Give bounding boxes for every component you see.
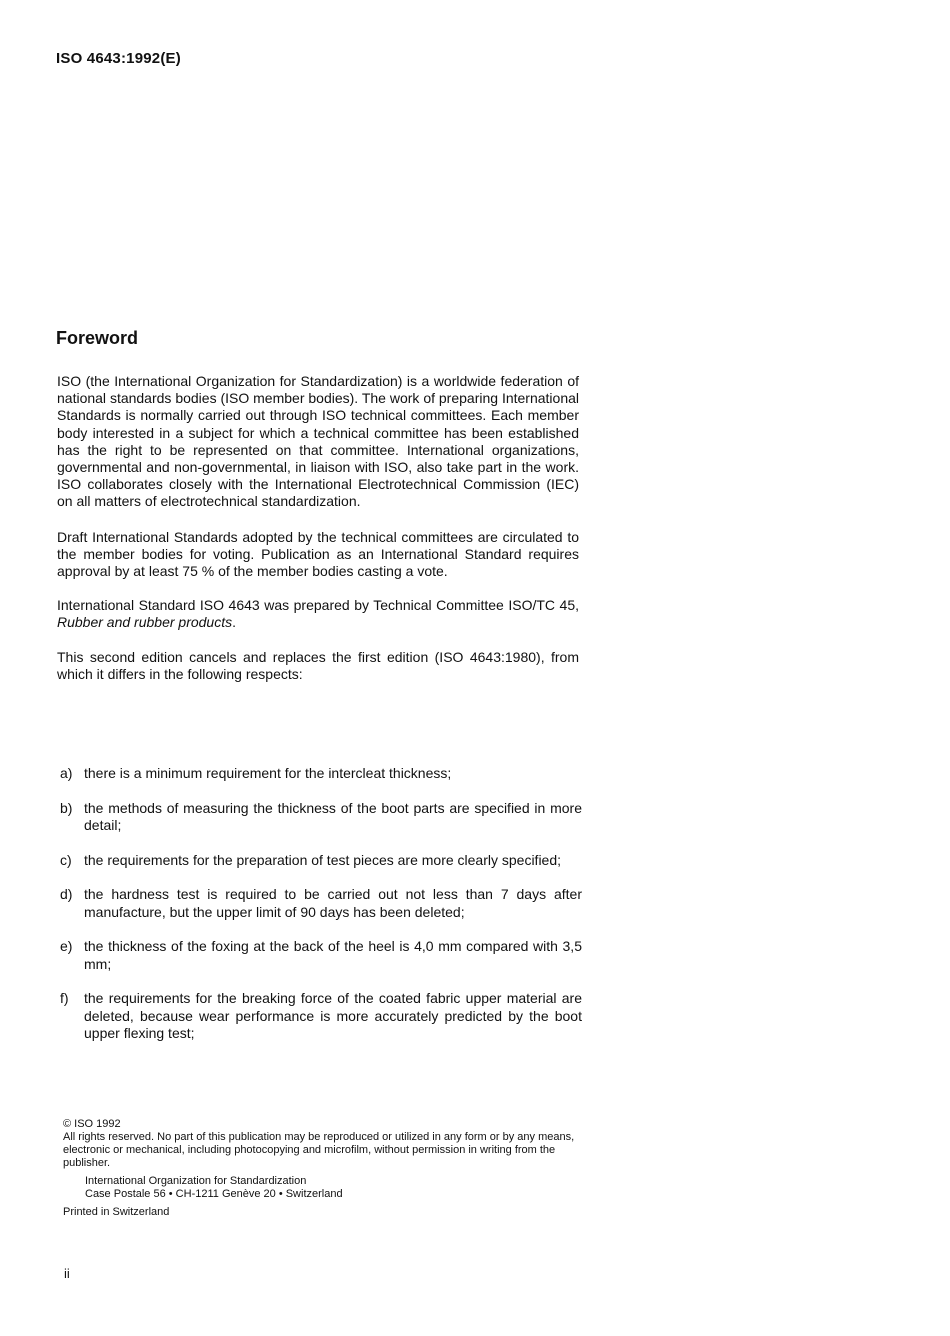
list-item-text: the hardness test is required to be carried out not less than 7 days after manufacture, but the upper limit of 90 days has been deleted; xyxy=(84,886,582,920)
copyright-block xyxy=(63,1118,585,1219)
org-address: Case Postale 56 • CH-1211 Genève 20 • Switzerland xyxy=(85,1188,343,1200)
foreword-body xyxy=(57,373,579,683)
paragraph-iso-intro: ISO (the International Organization for Standardization) is a worldwide federation of national standards bodies (ISO member bodies). The work of preparing International Standards is normally carried out through ISO technical committees. Each member body interested in a subject for which a technical committee has been established has the right to be represented on that committee. International organizations, governmental and non-governmental, in liaison with ISO, also take part in the work. ISO collaborates closely with the International Electrotechnical Commission (IEC) on all matters of electrotechnical standardization. xyxy=(57,373,579,510)
list-item xyxy=(60,990,582,1043)
paragraph-edition: This second edition cancels and replaces the first edition (ISO 4643:1980), from which it differs in the following respects: xyxy=(57,648,579,682)
list-item xyxy=(60,800,582,835)
foreword-heading: Foreword xyxy=(56,328,139,348)
prepared-by-text: International Standard ISO 4643 was prepared by Technical Committee ISO/TC 45, xyxy=(57,597,579,614)
document-code: ISO 4643:1992(E) xyxy=(56,50,181,67)
list-marker: c) xyxy=(60,851,72,868)
list-item xyxy=(60,852,582,870)
list-item xyxy=(60,938,582,973)
list-marker: b) xyxy=(60,799,73,816)
list-item-text: there is a minimum requirement for the intercleat thickness; xyxy=(84,765,452,781)
page-number: ii xyxy=(64,1266,70,1281)
list-marker: d) xyxy=(60,886,73,902)
list-item-text: the requirements for the preparation of test pieces are more clearly specified; xyxy=(84,851,562,868)
list-item-text: the thickness of the foxing at the back of the heel is 4,0 mm compared with 3,5 mm; xyxy=(84,938,582,972)
rights-statement: All rights reserved. No part of this publication may be reproduced or utilized in any form or by any means, electronic or mechanical, including photocopying and microfilm, without permission in writing from the publisher. xyxy=(63,1131,575,1169)
list-marker: f) xyxy=(60,990,69,1006)
list-item-text: the requirements for the breaking force of the coated fabric upper material are deleted, because wear performance is more accurately predicted by the boot upper flexing test; xyxy=(84,990,582,1041)
printed-in: Printed in Switzerland xyxy=(63,1206,170,1218)
committee-title: Rubber and rubber products xyxy=(57,614,233,631)
copyright-line: © ISO 1992 xyxy=(63,1118,121,1130)
list-item-text: the methods of measuring the thickness of the boot parts are specified in more detail; xyxy=(84,799,582,833)
org-name: International Organization for Standardization xyxy=(85,1175,307,1187)
changes-list xyxy=(60,765,582,1060)
paragraph-prepared-by xyxy=(57,597,579,631)
list-item xyxy=(60,765,582,783)
list-marker: a) xyxy=(60,765,73,781)
paragraph-draft-standards: Draft International Standards adopted by the technical committees are circulated to the member bodies for voting. Publication as an International Standard requires approval by at least 75 % of the member bodies casting a vote. xyxy=(57,528,579,580)
prepared-by-end: . xyxy=(232,614,236,631)
list-marker: e) xyxy=(60,938,73,954)
list-item xyxy=(60,886,582,921)
